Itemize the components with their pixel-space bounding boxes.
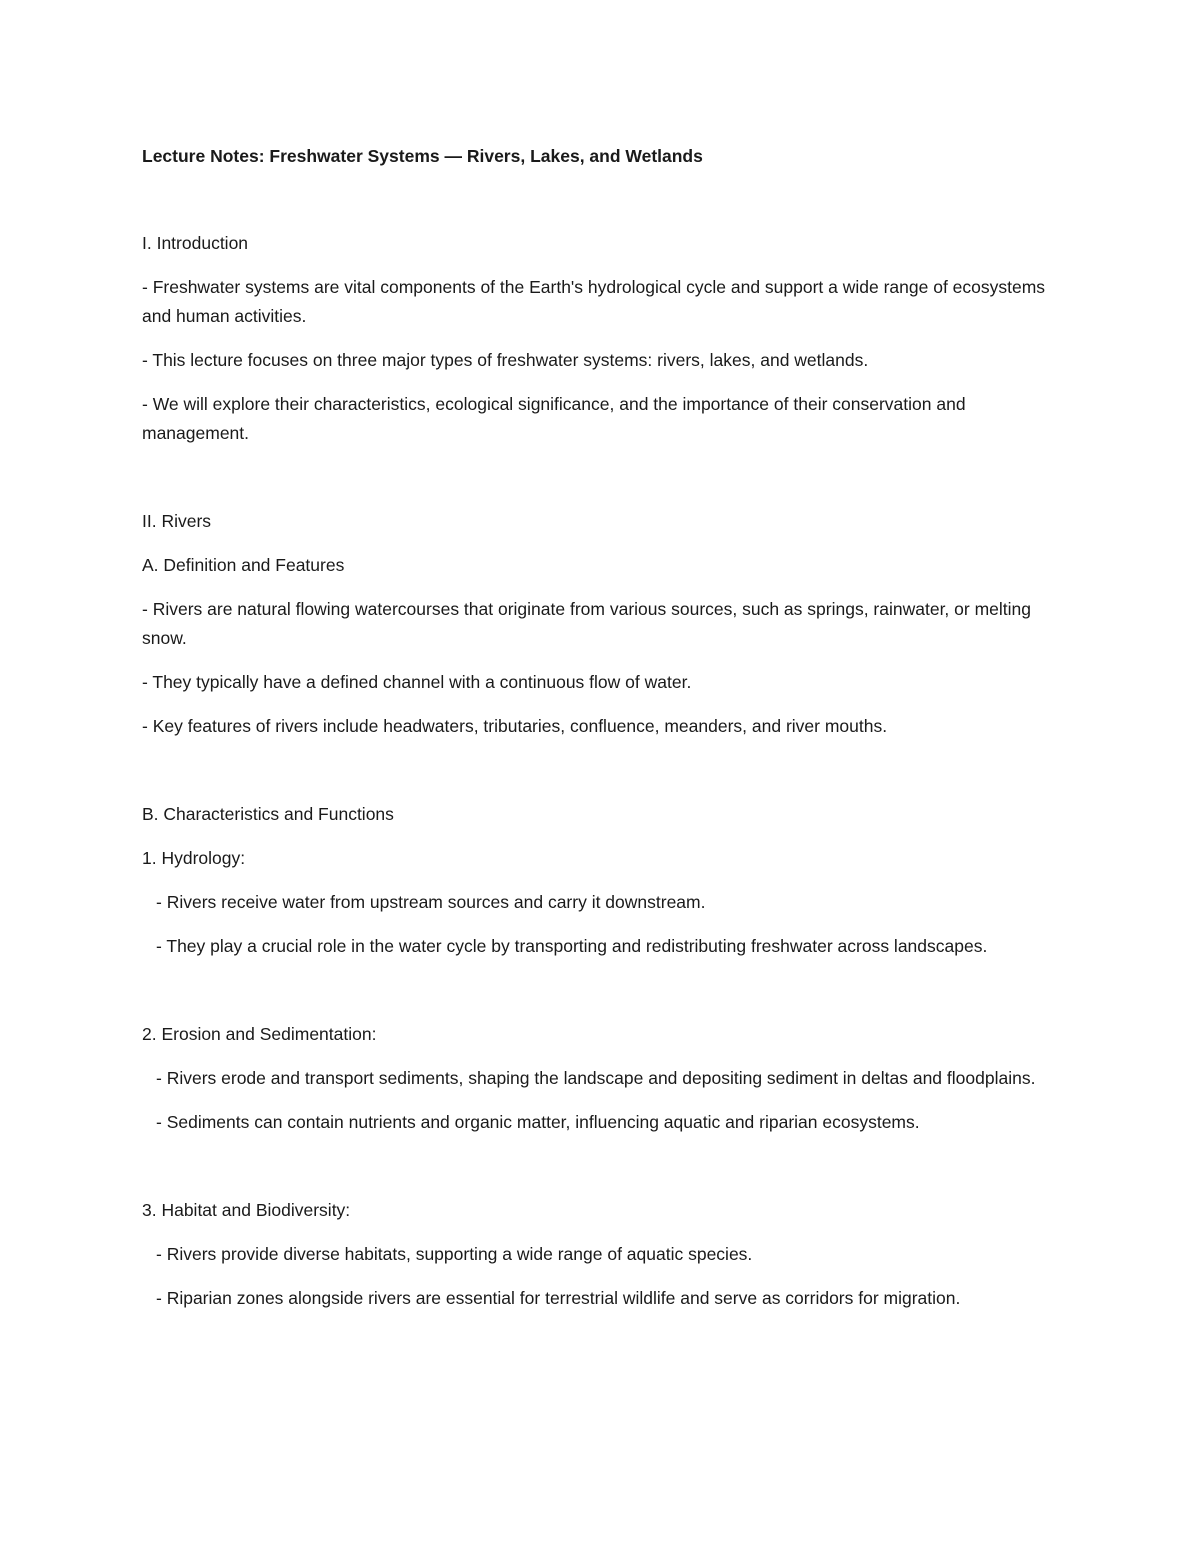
hydrology-point-text: - They play a crucial role in the water cycle by transporting and redistributing freshwater across landscapes. xyxy=(156,936,988,956)
erosion-point-text: - Rivers erode and transport sediments, shaping the landscape and depositing sediment in deltas and floodplains. xyxy=(156,1068,1036,1088)
definition-point: - Key features of rivers include headwaters, tributaries, confluence, meanders, and river mouths. xyxy=(142,716,888,736)
definition-point: - They typically have a defined channel with a continuous flow of water. xyxy=(142,672,692,692)
document-body xyxy=(142,142,1062,1313)
erosion-point: - Sediments can contain nutrients and organic matter, influencing aquatic and riparian ecosystems. xyxy=(156,1112,920,1132)
subsection-heading-characteristics: B. Characteristics and Functions xyxy=(142,804,394,824)
intro-point: - Freshwater systems are vital components of the Earth's hydrological cycle and support a wide range of ecosystems and human activities. xyxy=(142,277,1046,326)
habitat-point xyxy=(142,1284,1062,1313)
section-heading-introduction: I. Introduction xyxy=(142,233,249,253)
habitat-point-text: - Riparian zones alongside rivers are essential for terrestrial wildlife and serve as corridors for migration. xyxy=(156,1288,961,1308)
topic-heading-habitat: 3. Habitat and Biodiversity: xyxy=(142,1200,351,1220)
hydrology-point xyxy=(142,932,1062,961)
topic-heading-hydrology: 1. Hydrology: xyxy=(142,848,246,868)
intro-point: - This lecture focuses on three major types of freshwater systems: rivers, lakes, and wetlands. xyxy=(142,350,869,370)
topic-heading-erosion: 2. Erosion and Sedimentation: xyxy=(142,1024,377,1044)
erosion-point xyxy=(142,1064,1062,1093)
subsection-heading-definition: A. Definition and Features xyxy=(142,555,345,575)
section-heading-rivers: II. Rivers xyxy=(142,511,212,531)
habitat-point: - Rivers provide diverse habitats, supporting a wide range of aquatic species. xyxy=(156,1244,753,1264)
intro-point: - We will explore their characteristics, ecological significance, and the importance of their conservation and management. xyxy=(142,394,966,443)
hydrology-point: - Rivers receive water from upstream sources and carry it downstream. xyxy=(156,892,706,912)
document-title: Lecture Notes: Freshwater Systems — Rivers, Lakes, and Wetlands xyxy=(142,146,703,166)
definition-point: - Rivers are natural flowing watercourses that originate from various sources, such as springs, rainwater, or melting snow. xyxy=(142,599,1031,648)
